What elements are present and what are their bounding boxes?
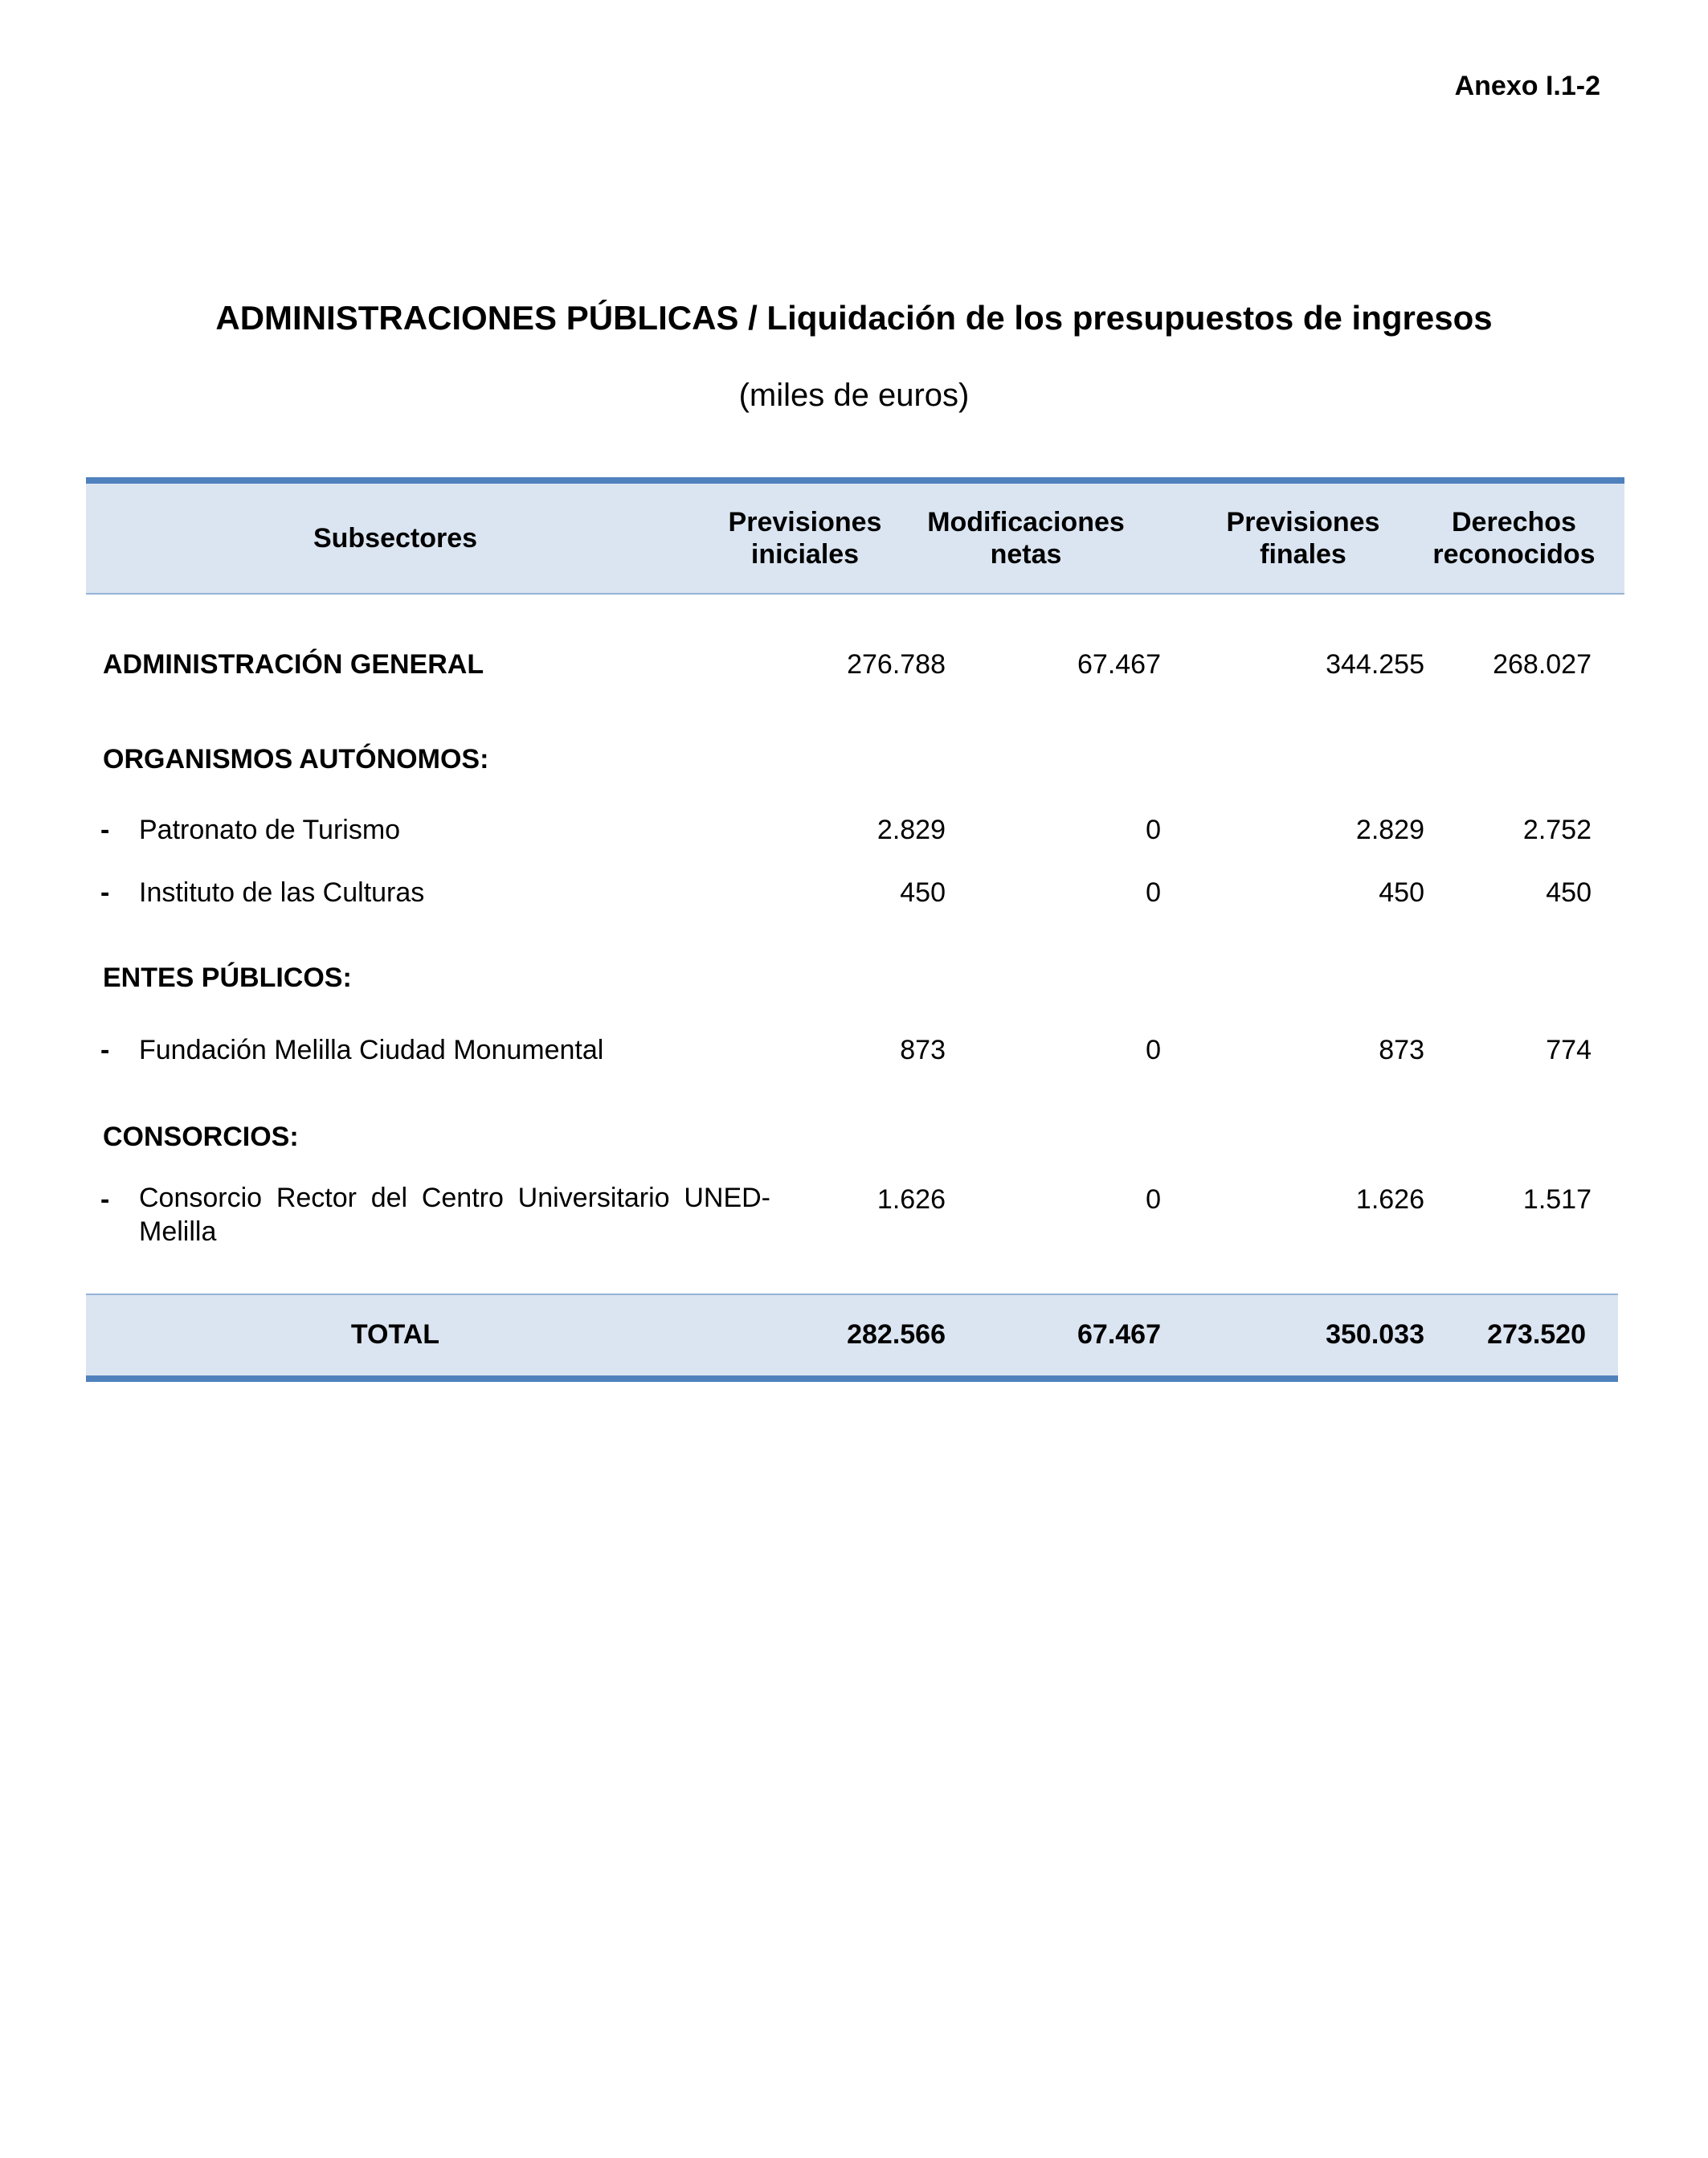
total-label: TOTAL: [350, 1319, 440, 1350]
header-derechos-line1: Derechos: [1452, 507, 1576, 537]
annex-label: Anexo I.1-2: [1454, 71, 1600, 101]
header-previsiones-iniciales-line1: Previsiones: [728, 507, 882, 537]
row-instituto-prev-finales: 450: [1379, 877, 1424, 908]
budget-table: [86, 477, 1624, 1382]
header-previsiones-finales-line1: Previsiones: [1226, 507, 1380, 537]
section-entes-label: ENTES PÚBLICOS:: [103, 963, 352, 993]
row-consorcio-prev-finales: 1.626: [1355, 1184, 1424, 1215]
row-instituto-modificaciones: 0: [1146, 877, 1161, 908]
row-fundacion-derechos: 774: [1546, 1035, 1592, 1065]
row-consorcio-modificaciones: 0: [1146, 1184, 1161, 1215]
header-subsectores-text: Subsectores: [313, 523, 478, 554]
row-consorcio-prev-iniciales: 1.626: [876, 1184, 946, 1215]
header-previsiones-finales: [1203, 484, 1404, 593]
row-instituto-derechos: 450: [1546, 877, 1592, 908]
section-consorcios-label: CONSORCIOS:: [103, 1122, 299, 1152]
row-patronato-label: Patronato de Turismo: [139, 815, 401, 845]
row-instituto-dash: -: [100, 877, 110, 908]
row-consorcio-dash: -: [100, 1184, 110, 1215]
row-admin-general-derechos: 268.027: [1493, 649, 1592, 680]
table-header: [86, 477, 1624, 595]
row-fundacion-prev-finales: 873: [1379, 1035, 1424, 1065]
header-previsiones-finales-line2: finales: [1260, 539, 1346, 570]
row-consorcio-label: Consorcio Rector del Centro Universitario UNED-Melilla: [139, 1183, 770, 1247]
row-fundacion-prev-iniciales: 873: [900, 1035, 946, 1065]
section-organismos-label: ORGANISMOS AUTÓNOMOS:: [103, 744, 489, 775]
row-instituto-prev-iniciales: 450: [900, 877, 946, 908]
row-fundacion-dash: -: [100, 1035, 110, 1065]
header-previsiones-iniciales: [705, 484, 905, 593]
row-fundacion-label: Fundación Melilla Ciudad Monumental: [139, 1035, 604, 1065]
total-modificaciones: 67.467: [1077, 1319, 1161, 1350]
total-prev-iniciales: 282.566: [847, 1319, 946, 1350]
row-patronato-prev-finales: 2.829: [1355, 815, 1424, 845]
row-patronato-modificaciones: 0: [1146, 815, 1161, 845]
header-derechos-reconocidos: [1404, 484, 1624, 593]
row-consorcio-derechos: 1.517: [1522, 1184, 1592, 1215]
row-patronato-prev-iniciales: 2.829: [876, 815, 946, 845]
row-admin-general-prev-finales: 344.255: [1326, 649, 1424, 680]
total-prev-finales: 350.033: [1326, 1319, 1424, 1350]
row-admin-general-modificaciones: 67.467: [1077, 649, 1161, 680]
header-modificaciones-line1: Modificaciones: [927, 507, 1125, 537]
header-modificaciones-line2: netas: [990, 539, 1062, 570]
header-subsectores: [86, 484, 705, 593]
row-patronato-derechos: 2.752: [1522, 815, 1592, 845]
row-admin-general-label: ADMINISTRACIÓN GENERAL: [103, 649, 484, 680]
row-patronato-dash: -: [100, 815, 110, 845]
header-derechos-line2: reconocidos: [1432, 539, 1596, 570]
page-subtitle: (miles de euros): [738, 378, 970, 413]
total-row: [86, 1294, 1618, 1382]
header-previsiones-iniciales-line2: iniciales: [750, 539, 860, 570]
page-title: ADMINISTRACIONES PÚBLICAS / Liquidación de los presupuestos de ingresos: [215, 299, 1493, 337]
header-modificaciones-netas: [905, 484, 1146, 593]
total-derechos: 273.520: [1487, 1319, 1586, 1350]
row-admin-general-prev-iniciales: 276.788: [847, 649, 946, 680]
row-instituto-label: Instituto de las Culturas: [139, 877, 425, 908]
table-body: [86, 595, 1624, 1294]
row-fundacion-modificaciones: 0: [1146, 1035, 1161, 1065]
